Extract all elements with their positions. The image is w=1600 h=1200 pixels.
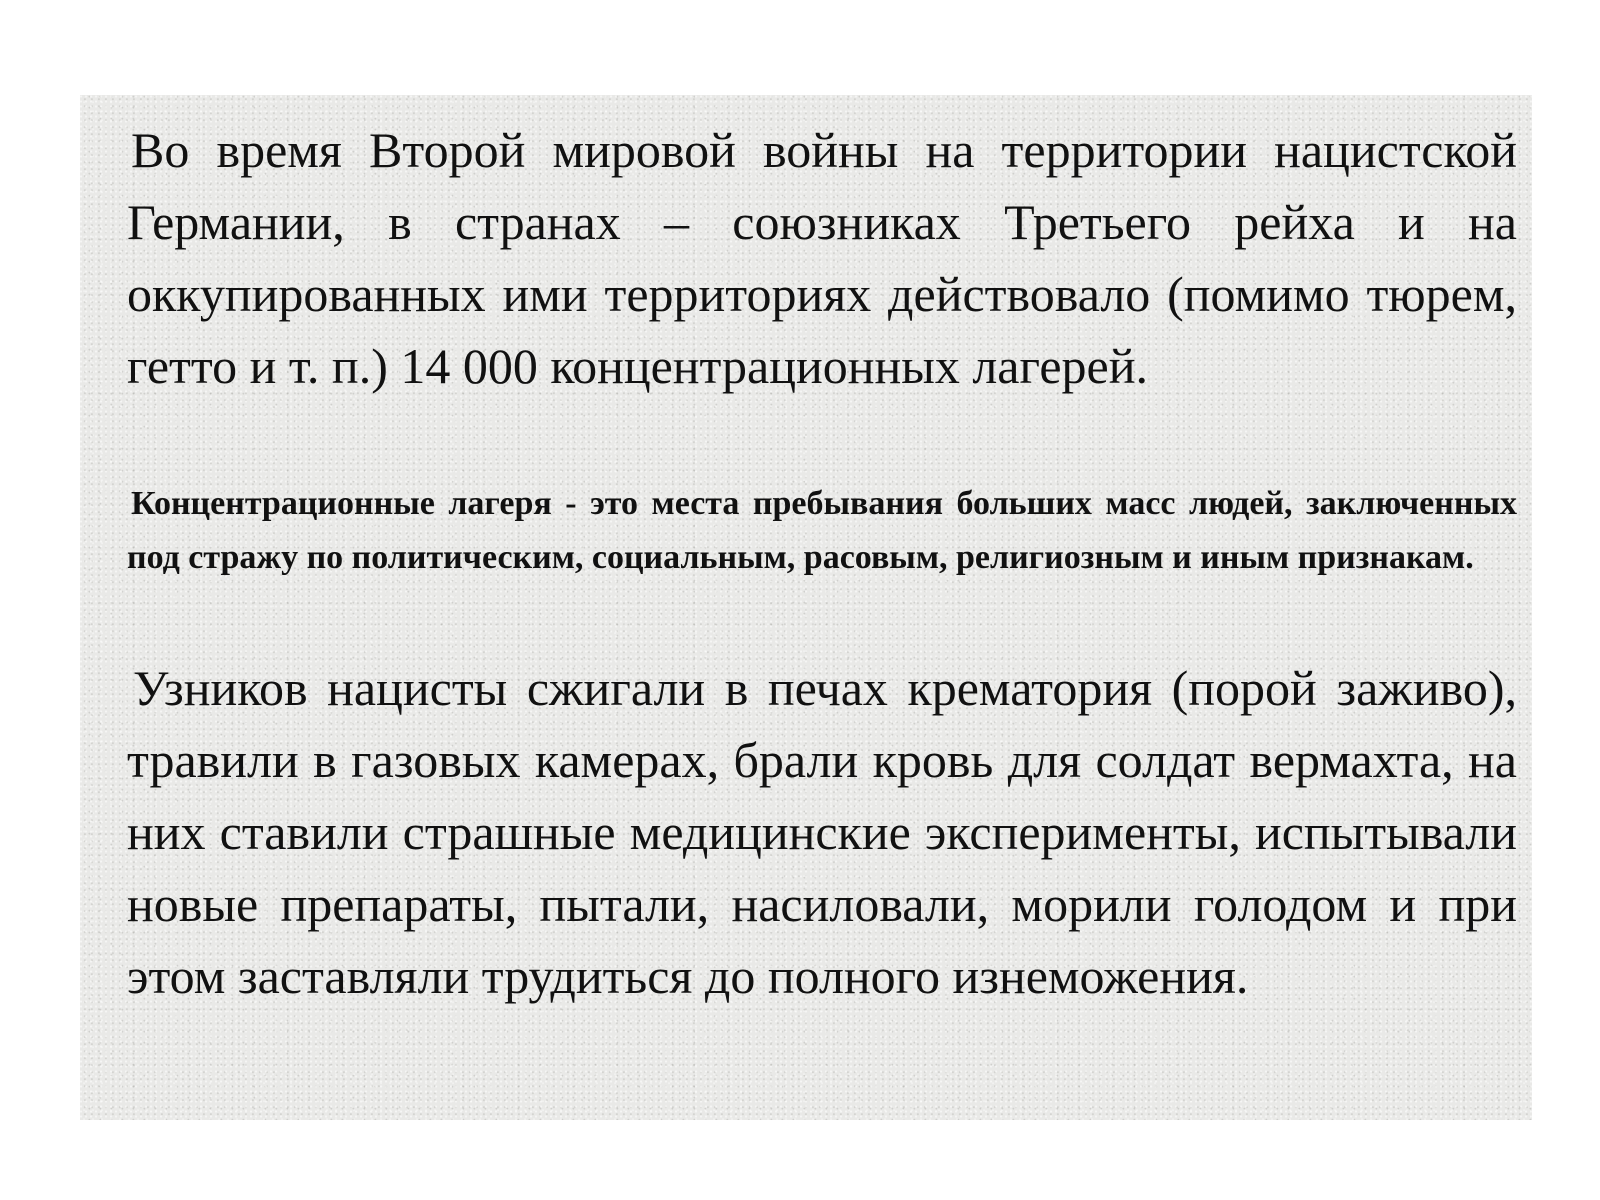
- paragraph-concentration-camps-count: Во время Второй мировой войны на территории нацистской Германии, в странах – союзниках Третьего рейха и на оккупированных ими территориях действовало (помимо тюрем, гетто и т. п.) 14 000 концентрационных лагерей.: [127, 122, 1517, 394]
- paragraph-definition: Концентрационные лагеря - это места пребывания больших масс людей, заключенных под стражу по политическим, социальным, расовым, религиозным и иным признакам.: [127, 485, 1517, 576]
- paragraph-prisoner-treatment: Узников нацисты сжигали в печах крематория (порой заживо), травили в газовых камерах, брали кровь для солдат вермахта, на них ставили страшные медицинские эксперименты, испытывали новые препараты, пытали, насиловали, морили голодом и при этом заставляли трудиться до полного изнеможения.: [127, 660, 1517, 1004]
